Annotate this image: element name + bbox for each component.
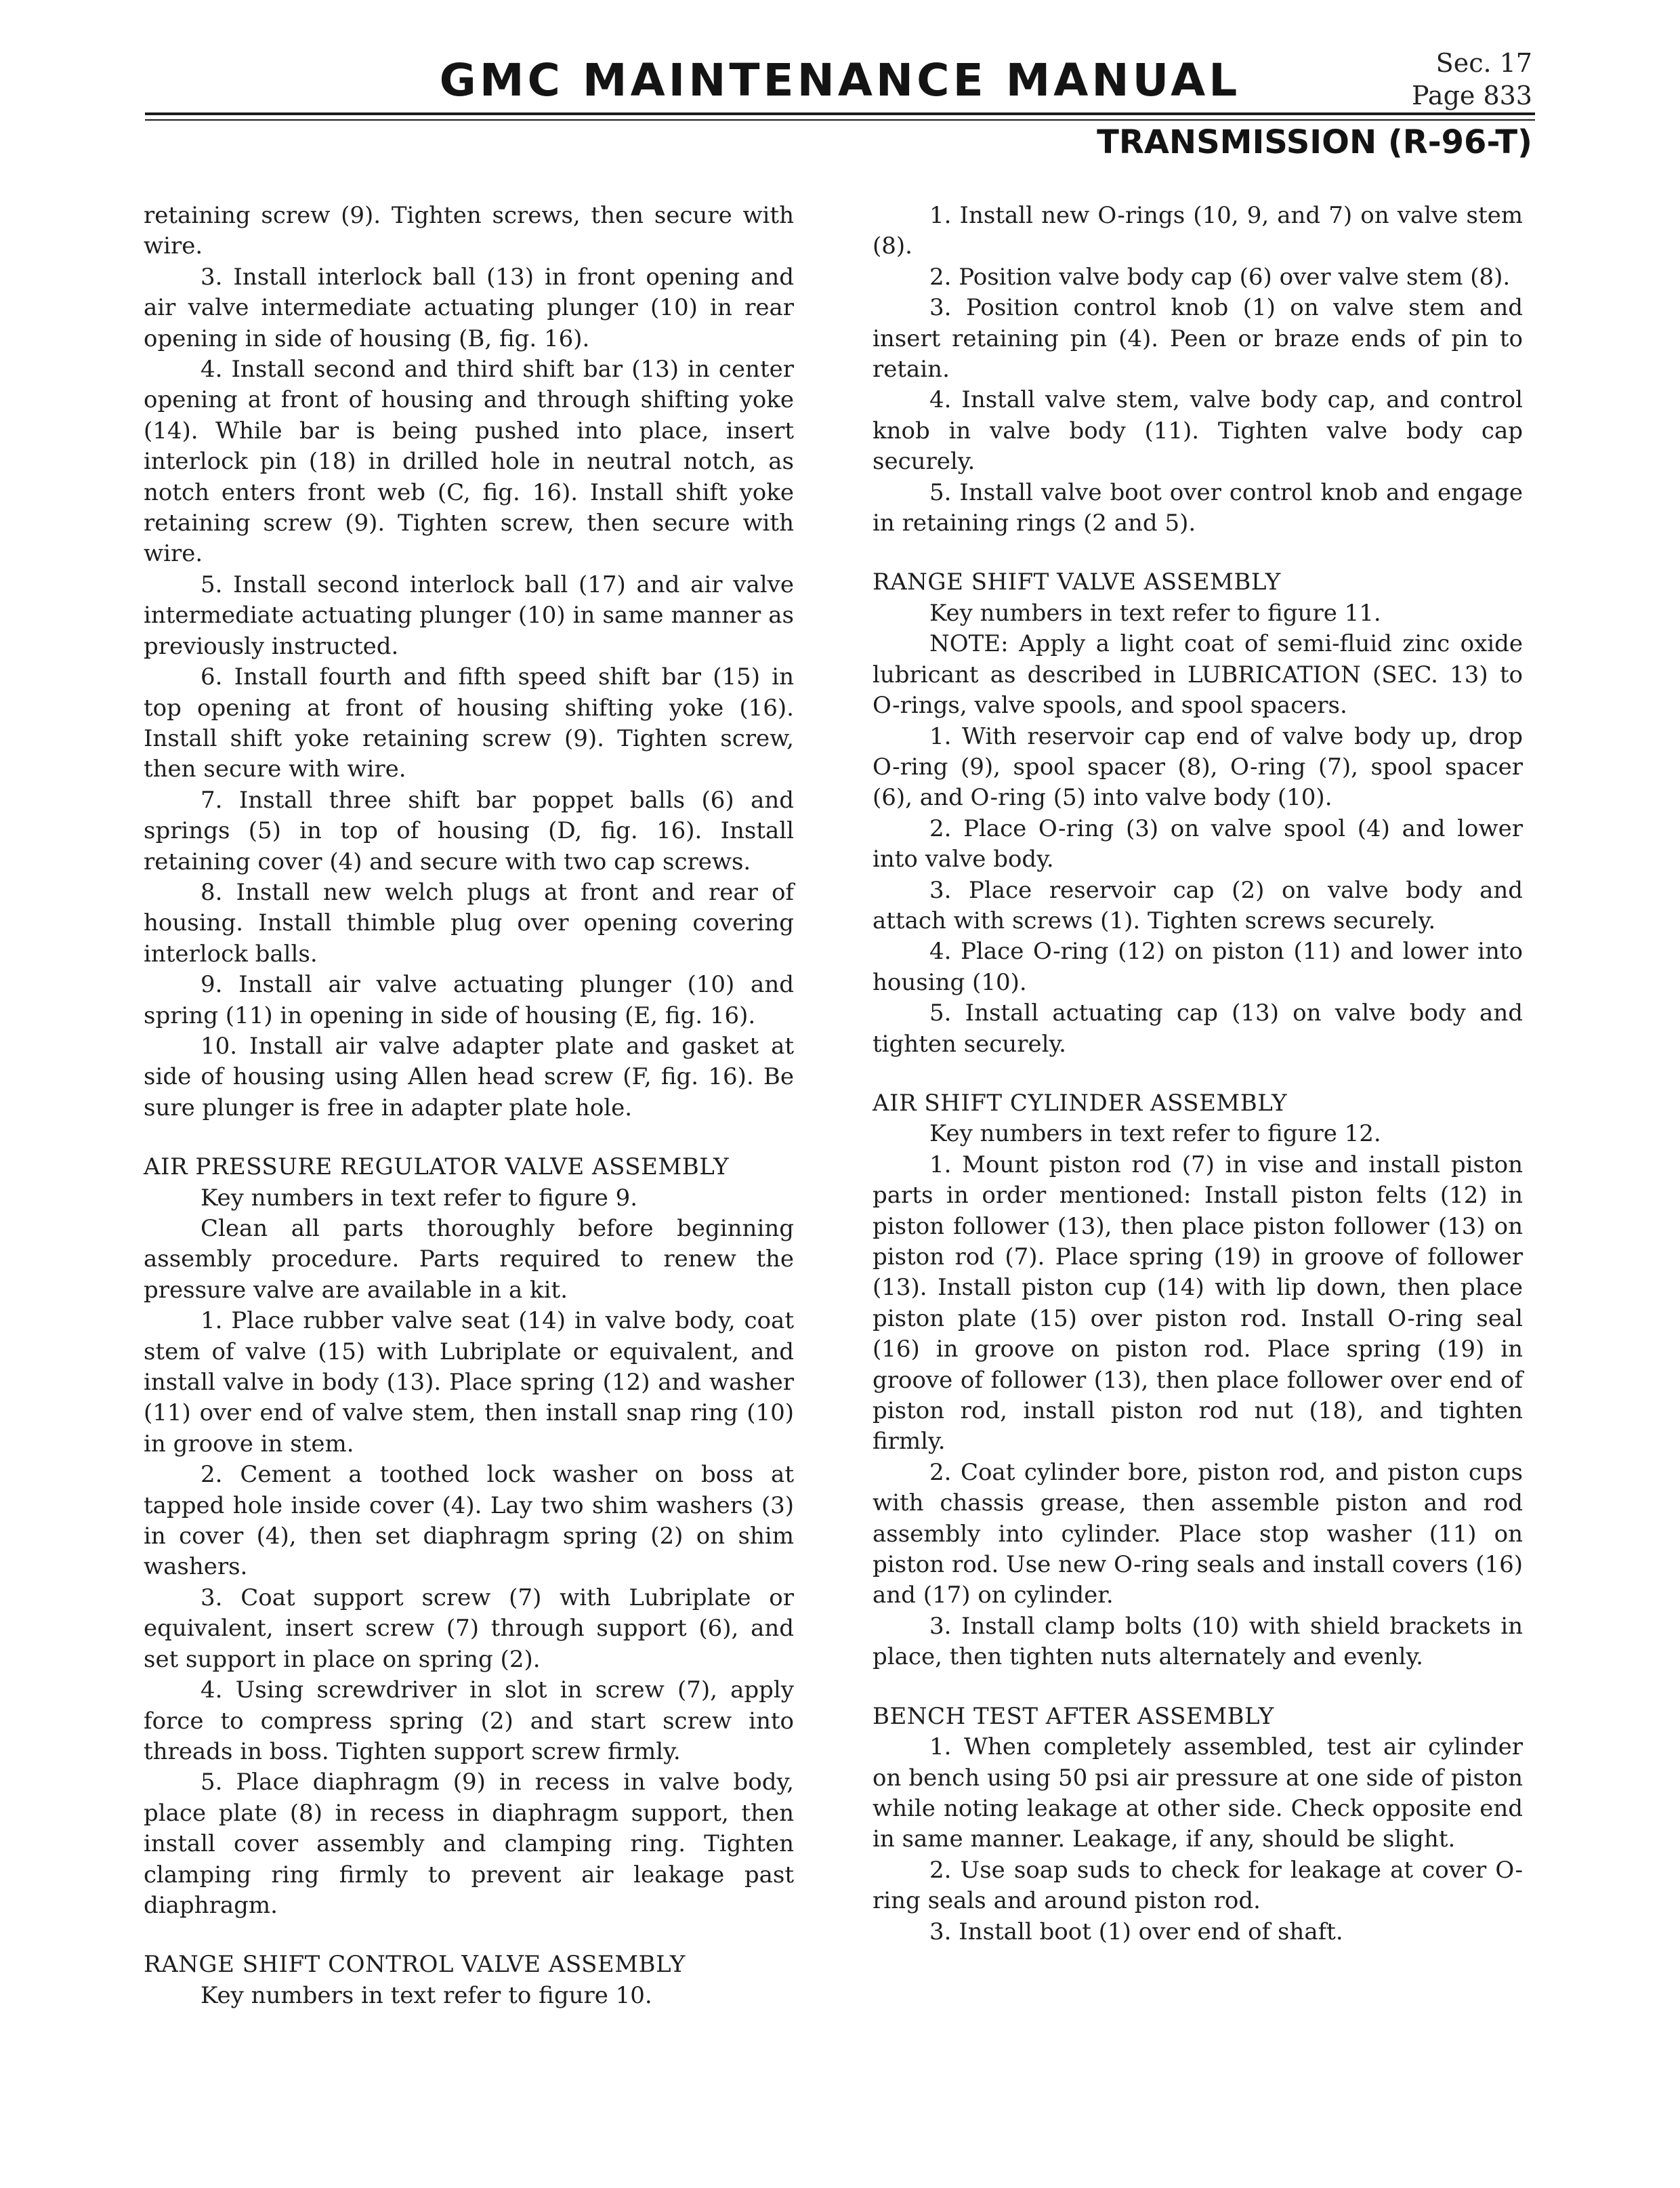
paragraph: 4. Install valve stem, valve body cap, and control knob in valve body (11). Tighten valve body cap securely. bbox=[873, 386, 1523, 476]
paragraph: 1. Install new O-rings (10, 9, and 7) on valve stem (8). bbox=[873, 202, 1523, 260]
paragraph: 1. With reservoir cap end of valve body up, drop O-ring (9), spool spacer (8), O-ring (7), spool spacer (6), and O-ring (5) into valve body (10). bbox=[873, 722, 1523, 812]
section-gap bbox=[873, 1060, 1523, 1088]
left-column bbox=[144, 201, 794, 2011]
paragraph: 5. Install actuating cap (13) on valve body and tighten securely. bbox=[873, 999, 1523, 1058]
paragraph: 6. Install fourth and fifth speed shift bar (15) in top opening at front of housing shifting yoke (16). Install shift yoke retaining screw (9). Tighten screw, then secure with wire. bbox=[144, 663, 794, 783]
paragraph: Key numbers in text refer to figure 10. bbox=[201, 1981, 652, 2009]
paragraph: 1. Place rubber valve seat (14) in valve body, coat stem of valve (15) with Lubriplate or equivalent, and install valve in body (13). Place spring (12) and washer (11) over end of valve stem, then install snap ring (10) in groove in stem. bbox=[144, 1307, 794, 1458]
paragraph: 4. Place O-ring (12) on piston (11) and lower into housing (10). bbox=[873, 938, 1523, 996]
paragraph: 9. Install air valve actuating plunger (10) and spring (11) in opening in side of housing (E, fig. 16). bbox=[144, 971, 794, 1029]
paragraph: 5. Place diaphragm (9) in recess in valve body, place plate (8) in recess in diaphragm support, then install cover assembly and clamping ring. Tighten clamping ring firmly to prevent air leakage past diaphragm. bbox=[144, 1769, 794, 1919]
paragraph: 2. Cement a toothed lock washer on boss at tapped hole inside cover (4). Lay two shim washers (3) in cover (4), then set diaphragm spring (2) on shim washers. bbox=[144, 1461, 794, 1581]
paragraph: 3. Position control knob (1) on valve stem and insert retaining pin (4). Peen or braze ends of pin to retain. bbox=[873, 294, 1523, 384]
section-heading: AIR PRESSURE REGULATOR VALVE ASSEMBLY bbox=[144, 1153, 730, 1181]
section-gap bbox=[873, 539, 1523, 567]
page-title: GMC MAINTENANCE MANUAL bbox=[439, 54, 1241, 106]
paragraph: 3. Place reservoir cap (2) on valve body and attach with screws (1). Tighten screws securely. bbox=[873, 876, 1523, 934]
section-gap bbox=[144, 1123, 794, 1152]
section-heading: RANGE SHIFT CONTROL VALVE ASSEMBLY bbox=[144, 1951, 686, 1979]
paragraph: 3. Install clamp bolts (10) with shield brackets in place, then tighten nuts alternately and evenly. bbox=[873, 1612, 1523, 1671]
paragraph: 4. Using screwdriver in slot in screw (7), apply force to compress spring (2) and start screw into threads in boss. Tighten support screw firmly. bbox=[144, 1676, 794, 1765]
paragraph: Clean all parts thoroughly before beginning assembly procedure. Parts required to renew the pressure valve are available in a kit. bbox=[144, 1215, 794, 1304]
paragraph: 2. Coat cylinder bore, piston rod, and piston cups with chassis grease, then assemble piston and rod assembly into cylinder. Place stop washer (11) on piston rod. Use new O-ring seals and install covers (16) and (17) on cylinder. bbox=[873, 1458, 1523, 1609]
paragraph: 2. Use soap suds to check for leakage at cover O-ring seals and around piston rod. bbox=[873, 1856, 1523, 1915]
section-heading: BENCH TEST AFTER ASSEMBLY bbox=[873, 1702, 1274, 1730]
paragraph: Key numbers in text refer to figure 11. bbox=[929, 599, 1381, 627]
paragraph: 2. Position valve body cap (6) over valve stem (8). bbox=[929, 263, 1511, 291]
paragraph: 1. Mount piston rod (7) in vise and install piston parts in order mentioned: Install piston felts (12) in piston follower (13), then place piston follower (13) on piston rod (7). Place spring (19) in groove of follower (13). Install piston cup (14) with lip down, then place piston plate (15) over piston rod. Install O-ring seal (16) in groove on piston rod. Place spring (19) in groove of follower (13), then place follower over end of piston rod, install piston rod nut (18), and tighten firmly. bbox=[873, 1151, 1523, 1456]
paragraph: 3. Install boot (1) over end of shaft. bbox=[929, 1918, 1343, 1945]
section-heading: AIR SHIFT CYLINDER ASSEMBLY bbox=[873, 1089, 1288, 1117]
paragraph: NOTE: Apply a light coat of semi-fluid zinc oxide lubricant as described in LUBRICATION (SEC. 13) to O-rings, valve spools, and spool spacers. bbox=[873, 630, 1523, 720]
paragraph: 3. Coat support screw (7) with Lubriplate or equivalent, insert screw (7) through support (6), and set support in place on spring (2). bbox=[144, 1584, 794, 1673]
paragraph: 4. Install second and third shift bar (13) in center opening at front of housing and through shifting yoke (14). While bar is being pushed into place, insert interlock pin (18) in drilled hole in neutral notch, as notch enters front web (C, fig. 16). Install shift yoke retaining screw (9). Tighten screw, then secure with wire. bbox=[144, 356, 794, 568]
paragraph: 7. Install three shift bar poppet balls (6) and springs (5) in top of housing (D, fig. 16). Install retaining cover (4) and secure with two cap screws. bbox=[144, 786, 794, 875]
paragraph: 5. Install second interlock ball (17) and air valve intermediate actuating plunger (10) in same manner as previously instructed. bbox=[144, 571, 794, 660]
paragraph: retaining screw (9). Tighten screws, then secure with wire. bbox=[144, 202, 794, 260]
paragraph: 5. Install valve boot over control knob and engage in retaining rings (2 and 5). bbox=[873, 478, 1523, 537]
paragraph: 1. When completely assembled, test air cylinder on bench using 50 psi air pressure at one side of piston while noting leakage at other side. Check opposite end in same manner. Leakage, if any, should be slight. bbox=[873, 1733, 1523, 1853]
right-column bbox=[873, 201, 1523, 1947]
paragraph: 2. Place O-ring (3) on valve spool (4) and lower into valve body. bbox=[873, 814, 1523, 873]
paragraph: 8. Install new welch plugs at front and rear of housing. Install thimble plug over opening covering interlock balls. bbox=[144, 878, 794, 968]
paragraph: Key numbers in text refer to figure 9. bbox=[201, 1184, 638, 1212]
paragraph: Key numbers in text refer to figure 12. bbox=[929, 1120, 1381, 1148]
paragraph: 3. Install interlock ball (13) in front opening and air valve intermediate actuating plunger (10) in rear opening in side of housing (B, fig. 16). bbox=[144, 263, 794, 352]
section-gap bbox=[873, 1673, 1523, 1701]
section-number: Sec. 17 bbox=[1435, 48, 1532, 78]
section-heading: RANGE SHIFT VALVE ASSEMBLY bbox=[873, 569, 1281, 596]
paragraph: 10. Install air valve adapter plate and gasket at side of housing using Allen head screw (F, fig. 16). Be sure plunger is free in adapter plate hole. bbox=[144, 1032, 794, 1121]
page-number: Page 833 bbox=[1412, 81, 1532, 110]
header-rule-thick bbox=[145, 112, 1535, 115]
header-rule-thin bbox=[145, 119, 1535, 121]
section-gap bbox=[144, 1921, 794, 1949]
section-subtitle: TRANSMISSION (R-96-T) bbox=[1097, 123, 1532, 161]
